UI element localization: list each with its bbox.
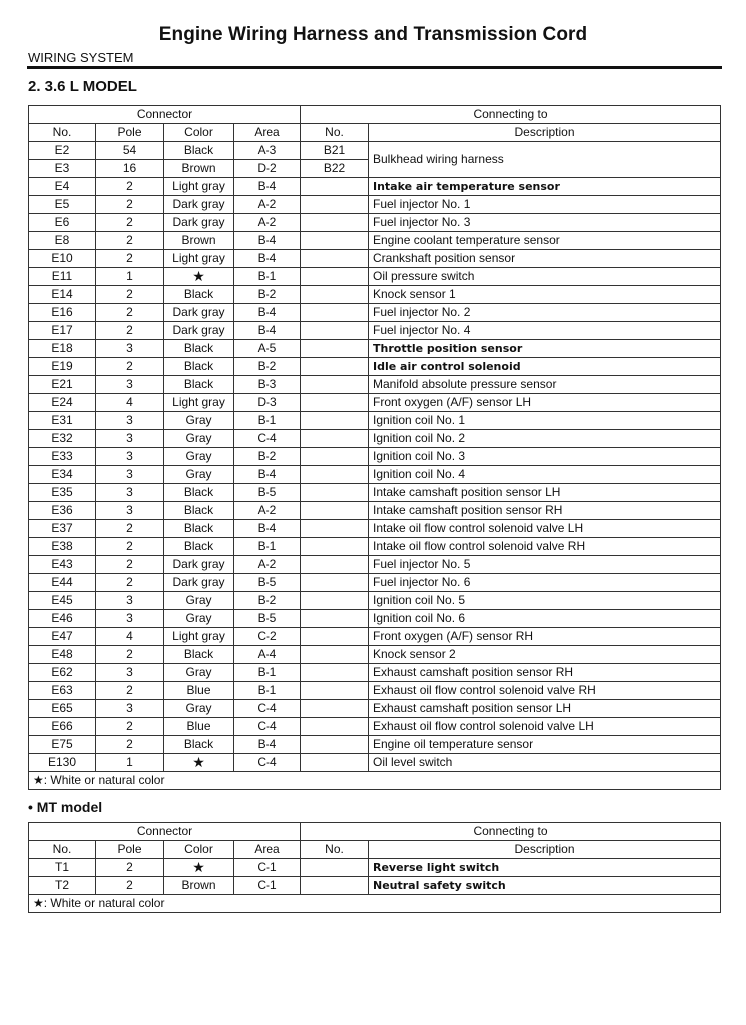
table-row: [29, 286, 721, 304]
cell-color: Gray: [164, 412, 234, 430]
cell-area: B-4: [234, 322, 301, 340]
cell-color: Black: [164, 358, 234, 376]
cell-no: E24: [29, 394, 96, 412]
cell-description: Ignition coil No. 2: [369, 430, 721, 448]
cell-description: Ignition coil No. 6: [369, 610, 721, 628]
cell-no: E48: [29, 646, 96, 664]
col-no: No.: [29, 841, 96, 859]
cell-description: Oil pressure switch: [369, 268, 721, 286]
col-pole: Pole: [96, 841, 164, 859]
table-row: [29, 340, 721, 358]
cell-connecting-no: [301, 736, 369, 754]
legend-row: [29, 772, 721, 790]
cell-description: Exhaust oil flow control solenoid valve RH: [369, 682, 721, 700]
cell-pole: 4: [96, 628, 164, 646]
col-color: Color: [164, 841, 234, 859]
cell-description: Knock sensor 2: [369, 646, 721, 664]
cell-no: E38: [29, 538, 96, 556]
cell-color: Dark gray: [164, 304, 234, 322]
cell-pole: 2: [96, 574, 164, 592]
cell-connecting-no: [301, 214, 369, 232]
cell-pole: 2: [96, 250, 164, 268]
cell-color: Gray: [164, 448, 234, 466]
cell-description: Intake camshaft position sensor RH: [369, 502, 721, 520]
table-row: [29, 430, 721, 448]
column-header-row: [29, 841, 721, 859]
table-row: [29, 250, 721, 268]
cell-area: C-4: [234, 718, 301, 736]
col-no: No.: [29, 124, 96, 142]
cell-color: Black: [164, 142, 234, 160]
cell-connecting-no: [301, 340, 369, 358]
table-row: [29, 877, 721, 895]
cell-color: Black: [164, 736, 234, 754]
col-description: Description: [369, 841, 721, 859]
table-row: [29, 610, 721, 628]
cell-color: Black: [164, 538, 234, 556]
cell-color: Gray: [164, 430, 234, 448]
cell-no: E8: [29, 232, 96, 250]
cell-color: Blue: [164, 718, 234, 736]
table-row: [29, 754, 721, 772]
cell-color: ★: [164, 859, 234, 877]
cell-no: E2: [29, 142, 96, 160]
cell-description: Front oxygen (A/F) sensor RH: [369, 628, 721, 646]
cell-description: Intake oil flow control solenoid valve LH: [369, 520, 721, 538]
cell-pole: 2: [96, 718, 164, 736]
cell-description: Fuel injector No. 1: [369, 196, 721, 214]
cell-connecting-no: [301, 250, 369, 268]
cell-connecting-no: [301, 628, 369, 646]
model-heading: 2. 3.6 L MODEL: [28, 78, 137, 95]
cell-pole: 2: [96, 286, 164, 304]
cell-color: Dark gray: [164, 574, 234, 592]
col-area: Area: [234, 841, 301, 859]
cell-color: Black: [164, 520, 234, 538]
cell-no: E45: [29, 592, 96, 610]
cell-connecting-no: [301, 304, 369, 322]
cell-area: A-4: [234, 646, 301, 664]
table-row: [29, 859, 721, 877]
cell-description: Crankshaft position sensor: [369, 250, 721, 268]
cell-description: Exhaust oil flow control solenoid valve LH: [369, 718, 721, 736]
cell-pole: 3: [96, 412, 164, 430]
cell-area: B-4: [234, 736, 301, 754]
cell-area: B-5: [234, 574, 301, 592]
cell-pole: 2: [96, 178, 164, 196]
cell-no: E4: [29, 178, 96, 196]
col-pole: Pole: [96, 124, 164, 142]
table-row: [29, 376, 721, 394]
col-color: Color: [164, 124, 234, 142]
cell-color: Dark gray: [164, 322, 234, 340]
table-row: [29, 358, 721, 376]
table-row: [29, 502, 721, 520]
cell-no: E5: [29, 196, 96, 214]
cell-description: Idle air control solenoid: [369, 358, 721, 376]
cell-area: B-4: [234, 178, 301, 196]
cell-connecting-no: [301, 610, 369, 628]
table-row: [29, 682, 721, 700]
cell-area: D-2: [234, 160, 301, 178]
group-connecting-header: Connecting to: [301, 106, 721, 124]
cell-connecting-no: [301, 754, 369, 772]
table-row: [29, 520, 721, 538]
cell-area: B-3: [234, 376, 301, 394]
cell-area: C-1: [234, 859, 301, 877]
group-connecting-header: Connecting to: [301, 823, 721, 841]
cell-connecting-no: [301, 484, 369, 502]
cell-pole: 2: [96, 304, 164, 322]
cell-pole: 3: [96, 610, 164, 628]
cell-pole: 3: [96, 376, 164, 394]
cell-connecting-no: [301, 646, 369, 664]
cell-no: T1: [29, 859, 96, 877]
cell-no: E14: [29, 286, 96, 304]
cell-connecting-no: [301, 859, 369, 877]
cell-pole: 1: [96, 754, 164, 772]
cell-color: Brown: [164, 877, 234, 895]
cell-area: B-2: [234, 358, 301, 376]
table-row: [29, 574, 721, 592]
cell-pole: 2: [96, 682, 164, 700]
connector-table-mt: [28, 822, 721, 913]
cell-connecting-no: [301, 592, 369, 610]
cell-color: ★: [164, 268, 234, 286]
cell-color: ★: [164, 754, 234, 772]
cell-pole: 3: [96, 700, 164, 718]
cell-color: Dark gray: [164, 214, 234, 232]
table-row: [29, 556, 721, 574]
cell-area: B-4: [234, 250, 301, 268]
cell-area: B-1: [234, 538, 301, 556]
cell-connecting-no: B22: [301, 160, 369, 178]
cell-pole: 2: [96, 877, 164, 895]
cell-connecting-no: [301, 286, 369, 304]
cell-color: Black: [164, 484, 234, 502]
cell-pole: 4: [96, 394, 164, 412]
legend-row: [29, 895, 721, 913]
cell-color: Dark gray: [164, 556, 234, 574]
cell-area: C-4: [234, 700, 301, 718]
cell-connecting-no: [301, 502, 369, 520]
cell-color: Brown: [164, 232, 234, 250]
cell-connecting-no: [301, 556, 369, 574]
cell-pole: 2: [96, 196, 164, 214]
cell-no: E37: [29, 520, 96, 538]
cell-color: Light gray: [164, 250, 234, 268]
cell-no: E11: [29, 268, 96, 286]
cell-connecting-no: [301, 520, 369, 538]
table-row: [29, 178, 721, 196]
cell-area: A-2: [234, 196, 301, 214]
cell-area: B-1: [234, 682, 301, 700]
cell-no: E47: [29, 628, 96, 646]
cell-area: D-3: [234, 394, 301, 412]
cell-area: B-4: [234, 466, 301, 484]
cell-no: E66: [29, 718, 96, 736]
cell-color: Brown: [164, 160, 234, 178]
group-header-row: [29, 106, 721, 124]
cell-description: Ignition coil No. 3: [369, 448, 721, 466]
cell-no: T2: [29, 877, 96, 895]
cell-pole: 2: [96, 214, 164, 232]
cell-connecting-no: [301, 394, 369, 412]
table-row: [29, 628, 721, 646]
col-connecting-no: No.: [301, 841, 369, 859]
cell-color: Black: [164, 286, 234, 304]
cell-color: Light gray: [164, 178, 234, 196]
cell-color: Black: [164, 646, 234, 664]
cell-no: E35: [29, 484, 96, 502]
cell-area: B-2: [234, 592, 301, 610]
cell-description: Ignition coil No. 1: [369, 412, 721, 430]
cell-description: Ignition coil No. 4: [369, 466, 721, 484]
cell-color: Blue: [164, 682, 234, 700]
cell-pole: 3: [96, 430, 164, 448]
cell-connecting-no: [301, 877, 369, 895]
table-row: [29, 304, 721, 322]
cell-no: E44: [29, 574, 96, 592]
cell-connecting-no: [301, 664, 369, 682]
cell-connecting-no: [301, 574, 369, 592]
cell-color: Gray: [164, 700, 234, 718]
table-row: [29, 448, 721, 466]
cell-pole: 2: [96, 520, 164, 538]
cell-area: A-2: [234, 502, 301, 520]
cell-area: B-4: [234, 232, 301, 250]
col-area: Area: [234, 124, 301, 142]
table-row: [29, 466, 721, 484]
cell-description: Throttle position sensor: [369, 340, 721, 358]
cell-pole: 3: [96, 502, 164, 520]
table-row: [29, 322, 721, 340]
cell-area: B-2: [234, 448, 301, 466]
cell-no: E63: [29, 682, 96, 700]
cell-pole: 2: [96, 859, 164, 877]
cell-description: Intake air temperature sensor: [369, 178, 721, 196]
cell-color: Light gray: [164, 394, 234, 412]
cell-description: Bulkhead wiring harness: [369, 142, 721, 178]
cell-area: C-4: [234, 430, 301, 448]
cell-no: E17: [29, 322, 96, 340]
cell-no: E19: [29, 358, 96, 376]
cell-pole: 2: [96, 646, 164, 664]
cell-area: B-4: [234, 304, 301, 322]
cell-connecting-no: [301, 268, 369, 286]
table-row: [29, 592, 721, 610]
cell-description: Ignition coil No. 5: [369, 592, 721, 610]
group-connector-header: Connector: [29, 823, 301, 841]
cell-connecting-no: [301, 538, 369, 556]
table-row: [29, 394, 721, 412]
cell-no: E10: [29, 250, 96, 268]
cell-connecting-no: [301, 412, 369, 430]
cell-description: Exhaust camshaft position sensor LH: [369, 700, 721, 718]
cell-pole: 2: [96, 538, 164, 556]
table-row: [29, 718, 721, 736]
cell-no: E62: [29, 664, 96, 682]
cell-description: Oil level switch: [369, 754, 721, 772]
cell-color: Gray: [164, 592, 234, 610]
cell-area: B-4: [234, 520, 301, 538]
cell-area: A-2: [234, 556, 301, 574]
connector-table-36l: [28, 105, 721, 790]
cell-area: C-1: [234, 877, 301, 895]
cell-pole: 2: [96, 736, 164, 754]
cell-description: Fuel injector No. 4: [369, 322, 721, 340]
cell-area: B-5: [234, 484, 301, 502]
cell-description: Knock sensor 1: [369, 286, 721, 304]
cell-area: C-4: [234, 754, 301, 772]
table-row: [29, 412, 721, 430]
star-legend: ★: White or natural color: [29, 772, 721, 790]
cell-color: Light gray: [164, 628, 234, 646]
cell-description: Front oxygen (A/F) sensor LH: [369, 394, 721, 412]
cell-description: Intake camshaft position sensor LH: [369, 484, 721, 502]
cell-no: E130: [29, 754, 96, 772]
cell-description: Manifold absolute pressure sensor: [369, 376, 721, 394]
cell-pole: 16: [96, 160, 164, 178]
cell-connecting-no: [301, 430, 369, 448]
cell-connecting-no: [301, 700, 369, 718]
cell-pole: 2: [96, 322, 164, 340]
table-row: [29, 142, 721, 160]
cell-description: Fuel injector No. 5: [369, 556, 721, 574]
cell-no: E65: [29, 700, 96, 718]
page-title: Engine Wiring Harness and Transmission Cord: [158, 24, 588, 45]
cell-pole: 3: [96, 448, 164, 466]
cell-color: Gray: [164, 664, 234, 682]
cell-no: E34: [29, 466, 96, 484]
cell-color: Black: [164, 376, 234, 394]
table-row: [29, 646, 721, 664]
cell-pole: 2: [96, 358, 164, 376]
cell-pole: 54: [96, 142, 164, 160]
mt-heading: • MT model: [28, 799, 103, 815]
cell-connecting-no: [301, 322, 369, 340]
cell-description: Engine oil temperature sensor: [369, 736, 721, 754]
cell-description: Fuel injector No. 6: [369, 574, 721, 592]
table-row: [29, 196, 721, 214]
cell-area: C-2: [234, 628, 301, 646]
cell-connecting-no: [301, 718, 369, 736]
table-row: [29, 538, 721, 556]
cell-pole: 3: [96, 664, 164, 682]
cell-no: E32: [29, 430, 96, 448]
cell-color: Dark gray: [164, 196, 234, 214]
column-header-row: [29, 124, 721, 142]
cell-no: E21: [29, 376, 96, 394]
header-rule: [27, 66, 722, 69]
cell-no: E43: [29, 556, 96, 574]
cell-connecting-no: [301, 178, 369, 196]
cell-description: Engine coolant temperature sensor: [369, 232, 721, 250]
cell-connecting-no: [301, 196, 369, 214]
col-connecting-no: No.: [301, 124, 369, 142]
cell-area: B-5: [234, 610, 301, 628]
cell-connecting-no: [301, 682, 369, 700]
cell-description: Fuel injector No. 3: [369, 214, 721, 232]
col-description: Description: [369, 124, 721, 142]
group-header-row: [29, 823, 721, 841]
table-row: [29, 232, 721, 250]
cell-area: A-2: [234, 214, 301, 232]
cell-description: Reverse light switch: [369, 859, 721, 877]
group-connector-header: Connector: [29, 106, 301, 124]
cell-area: A-5: [234, 340, 301, 358]
cell-pole: 3: [96, 466, 164, 484]
cell-no: E36: [29, 502, 96, 520]
cell-area: A-3: [234, 142, 301, 160]
cell-connecting-no: [301, 466, 369, 484]
table-row: [29, 268, 721, 286]
cell-area: B-1: [234, 412, 301, 430]
table-row: [29, 736, 721, 754]
cell-area: B-1: [234, 664, 301, 682]
cell-pole: 2: [96, 232, 164, 250]
cell-pole: 2: [96, 556, 164, 574]
cell-pole: 1: [96, 268, 164, 286]
cell-no: E33: [29, 448, 96, 466]
star-legend: ★: White or natural color: [29, 895, 721, 913]
cell-connecting-no: [301, 232, 369, 250]
cell-description: Fuel injector No. 2: [369, 304, 721, 322]
cell-no: E75: [29, 736, 96, 754]
cell-color: Gray: [164, 610, 234, 628]
table-row: [29, 700, 721, 718]
cell-description: Intake oil flow control solenoid valve RH: [369, 538, 721, 556]
cell-color: Gray: [164, 466, 234, 484]
cell-area: B-2: [234, 286, 301, 304]
cell-connecting-no: B21: [301, 142, 369, 160]
cell-color: Black: [164, 502, 234, 520]
table-row: [29, 484, 721, 502]
cell-area: B-1: [234, 268, 301, 286]
cell-no: E46: [29, 610, 96, 628]
cell-description: Exhaust camshaft position sensor RH: [369, 664, 721, 682]
cell-no: E16: [29, 304, 96, 322]
cell-pole: 3: [96, 592, 164, 610]
cell-color: Black: [164, 340, 234, 358]
cell-pole: 3: [96, 340, 164, 358]
cell-no: E31: [29, 412, 96, 430]
cell-connecting-no: [301, 358, 369, 376]
table-row: [29, 214, 721, 232]
cell-description: Neutral safety switch: [369, 877, 721, 895]
cell-pole: 3: [96, 484, 164, 502]
cell-connecting-no: [301, 376, 369, 394]
cell-no: E3: [29, 160, 96, 178]
cell-no: E6: [29, 214, 96, 232]
table-row: [29, 664, 721, 682]
cell-no: E18: [29, 340, 96, 358]
section-label: WIRING SYSTEM: [28, 50, 134, 65]
cell-connecting-no: [301, 448, 369, 466]
